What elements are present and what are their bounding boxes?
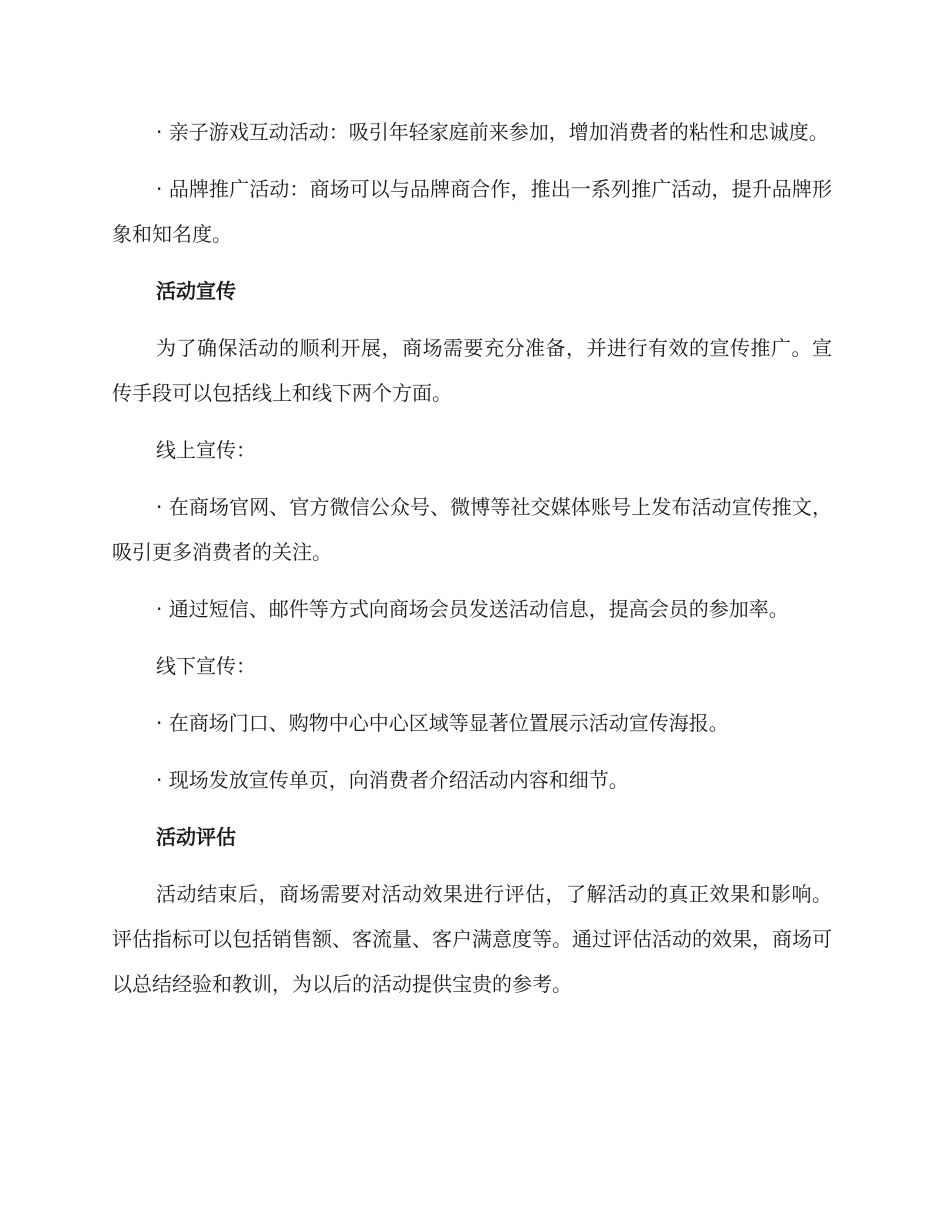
bullet-online-social-media: · 在商场官网、官方微信公众号、微博等社交媒体账号上发布活动宣传推文，吸引更多消费者的关注。 — [112, 495, 832, 564]
document-body — [112, 110, 832, 1019]
section-heading-promotion: 活动宣传 — [156, 279, 236, 303]
offline-promotion-label: 线下宣传： — [156, 654, 256, 678]
online-promotion-label: 线上宣传： — [156, 438, 256, 462]
bullet-offline-posters: · 在商场门口、购物中心中心区域等显著位置展示活动宣传海报。 — [156, 711, 729, 735]
promotion-intro-paragraph: 为了确保活动的顺利开展，商场需要充分准备，并进行有效的宣传推广。宣传手段可以包括线上和线下两个方面。 — [112, 336, 832, 405]
bullet-brand-promotion: · 品牌推广活动：商场可以与品牌商合作，推出一系列推广活动，提升品牌形象和知名度。 — [112, 177, 832, 246]
evaluation-paragraph: 活动结束后，商场需要对活动效果进行评估，了解活动的真正效果和影响。评估指标可以包括销售额、客流量、客户满意度等。通过评估活动的效果，商场可以总结经验和教训，为以后的活动提供宝贵的参考。 — [112, 882, 832, 996]
bullet-parent-child-games: · 亲子游戏互动活动：吸引年轻家庭前来参加，增加消费者的粘性和忠诚度。 — [156, 120, 829, 144]
bullet-online-sms-email: · 通过短信、邮件等方式向商场会员发送活动信息，提高会员的参加率。 — [156, 597, 789, 621]
section-heading-evaluation: 活动评估 — [156, 825, 236, 849]
bullet-offline-flyers: · 现场发放宣传单页，向消费者介绍活动内容和细节。 — [156, 768, 629, 792]
